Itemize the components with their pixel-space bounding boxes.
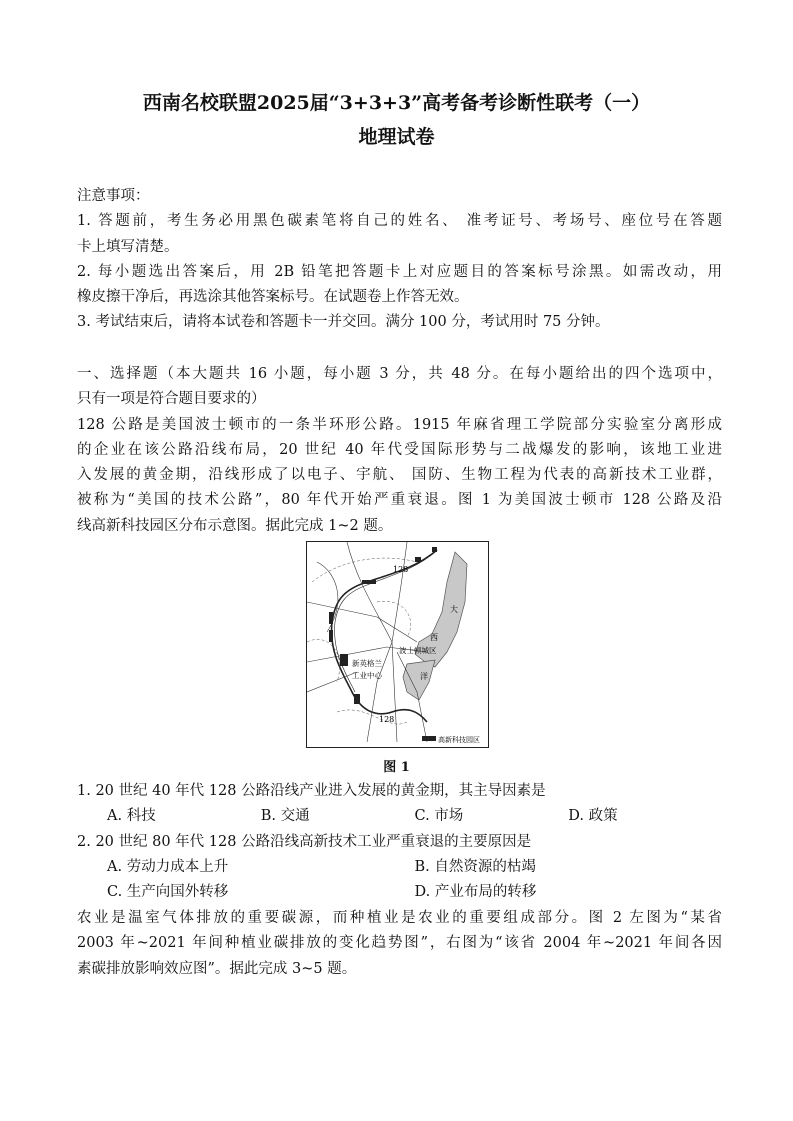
section-line: 一、选择题（本大题共 16 小题，每小题 3 分，共 48 分。在每小题给出的四个选项中，: [77, 366, 722, 382]
industry-label: 工业中心: [352, 671, 382, 680]
section-line: 的企业在该公路沿线布局，20 世纪 40 年代受国际形势与二战爆发的影响，该地工业进: [77, 441, 722, 458]
option-d: D. 政策: [568, 808, 618, 825]
option-a: A. 劳动力成本上升: [107, 858, 229, 875]
city-label: 波士顿城区: [399, 646, 437, 655]
ocean-label: 西: [430, 633, 438, 642]
notes-section: [77, 184, 722, 336]
passage-line: 农业是温室气体排放的重要碳源，而种植业是农业的重要组成部分。图 2 左图为“某省: [77, 910, 722, 926]
passage: [77, 906, 722, 982]
section-line: 被称为“美国的技术公路”，80 年代开始严重衰退。图 1 为美国波士顿市 128 公路及沿: [77, 492, 722, 509]
ocean-label: 大: [450, 605, 458, 614]
section-one: [77, 362, 722, 539]
road-label: 128: [379, 715, 395, 724]
figure-caption: 图 1: [383, 760, 410, 775]
road-label: 128: [393, 565, 409, 574]
option-b: B. 交通: [260, 808, 310, 825]
notes-line: 1. 答题前，考生务必用黑色碳素笔将自己的姓名、 准考证号、考场号、座位号在答题: [77, 213, 722, 230]
question-stem: 1. 20 世纪 40 年代 128 公路沿线产业进入发展的黄金期，其主导因素是: [77, 783, 546, 799]
section-line: 128 公路是美国波士顿市的一条半环形公路。1915 年麻省理工学院部分实验室分离形成: [77, 416, 722, 433]
question-stem: 2. 20 世纪 80 年代 128 公路沿线高新技术工业严重衰退的主要原因是: [77, 833, 532, 850]
option-c: C. 生产向国外转移: [107, 884, 229, 901]
question-options: [77, 880, 722, 905]
question-options: [77, 855, 722, 880]
option-b: B. 自然资源的枯竭: [414, 858, 536, 875]
section-line: 入发展的黄金期，沿线形成了以电子、宇航、 国防、生物工程为代表的高新技术工业群，: [77, 467, 722, 484]
question-options: [77, 804, 722, 829]
section-line: 线高新科技园区分布示意图。据此完成 1~2 题。: [77, 517, 393, 534]
notes-line: 3. 考试结束后，请将本试卷和答题卡一并交回。满分 100 分，考试用时 75 分钟。: [77, 314, 610, 331]
exam-subject: 地理试卷: [358, 126, 435, 148]
notes-line: 橡皮擦干净后，再选涂其他答案标号。在试题卷上作答无效。: [77, 289, 469, 306]
exam-title: 西南名校联盟2025届“3+3+3”高考备考诊断性联考（一）: [142, 92, 651, 114]
passage-line: 素碳排放影响效应图”。据此完成 3~5 题。: [77, 960, 357, 977]
notes-line: 卡上填写清楚。: [77, 238, 179, 255]
ocean-label: 洋: [420, 672, 428, 681]
notes-line: 2. 每小题选出答案后，用 2B 铅笔把答题卡上对应题目的答案标号涂黑。如需改动，用: [77, 263, 722, 280]
ocean-area: [403, 660, 435, 700]
figure-1-map: [306, 541, 489, 748]
industry-label: 新英格兰: [352, 659, 382, 668]
legend-label: 高新科技园区: [438, 736, 480, 744]
option-a: A. 科技: [107, 808, 156, 825]
legend-swatch: [422, 736, 436, 741]
questions: [77, 779, 722, 905]
notes-heading: 注意事项：: [77, 188, 150, 204]
passage-line: 2003 年~2021 年间种植业碳排放的变化趋势图”，右图为“该省 2004 年~2021 年间各因: [77, 935, 722, 952]
option-d: D. 产业布局的转移: [414, 884, 537, 901]
option-c: C. 市场: [414, 808, 464, 825]
section-line: 只有一项是符合题目要求的）: [77, 391, 266, 408]
